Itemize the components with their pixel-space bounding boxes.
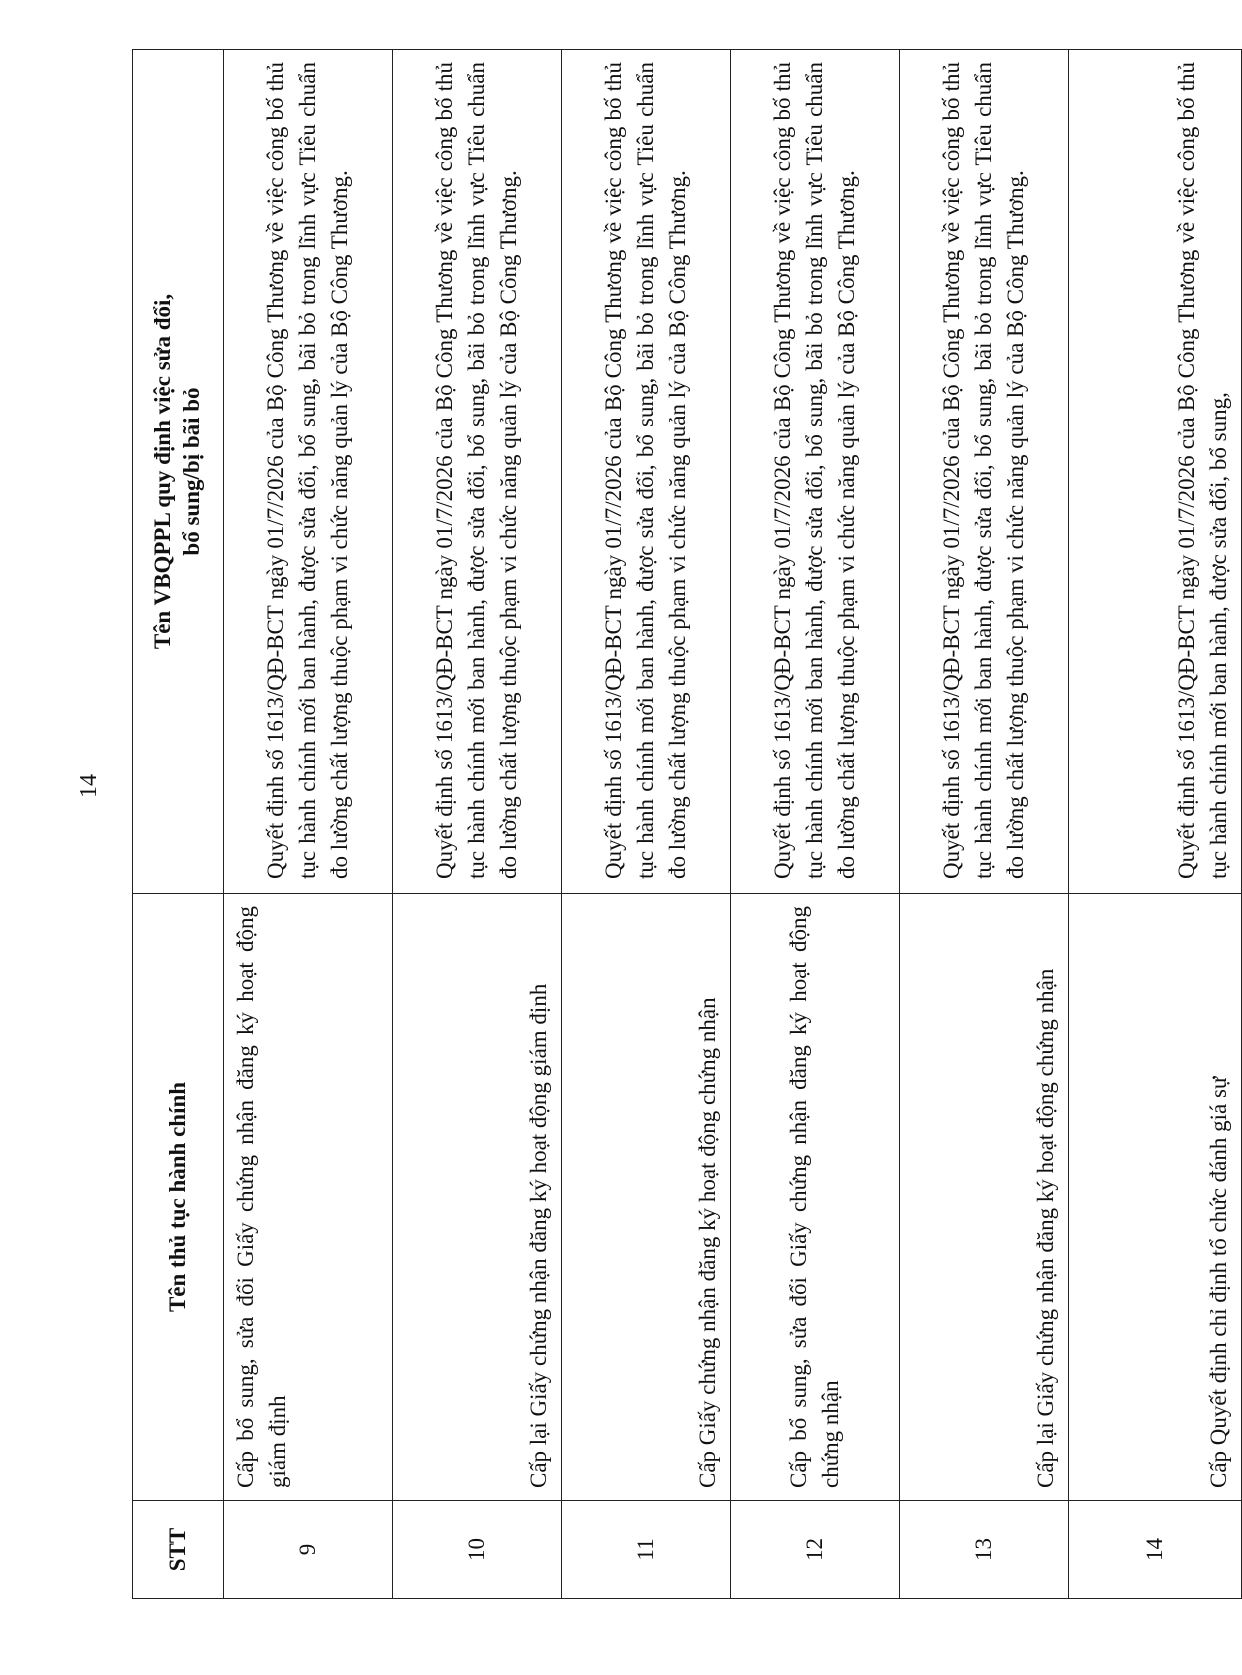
row-stt: 10 [393,1501,562,1599]
row-stt: 11 [562,1501,731,1599]
table-row [224,50,393,1599]
row-stt: 14 [1069,1501,1242,1599]
page-number: 14 [76,774,102,798]
row-procedure: Cấp lại Giấy chứng nhận đăng ký hoạt động giám định [393,894,562,1501]
table-header-row [133,50,224,1599]
rotated-table-container [132,50,1231,1599]
row-procedure: Cấp lại Giấy chứng nhận đăng ký hoạt động chứng nhận [900,894,1069,1501]
procedures-table [132,49,1242,1599]
row-document: Quyết định số 1613/QĐ-BCT ngày 01/7/2026 của Bộ Công Thương về việc công bố thủ tục hành chính mới ban hành, được sửa đổi, bổ sung, bãi bỏ trong lĩnh vực Tiêu chuẩn đo lường chất lượng thuộc phạm vi chức năng quản lý của Bộ Công Thương. [393,50,562,894]
row-procedure: Cấp bổ sung, sửa đổi Giấy chứng nhận đăng ký hoạt động chứng nhận [731,894,900,1501]
table-row [731,50,900,1599]
header-stt: STT [133,1501,224,1599]
header-document-line1: Tên VBQPPL quy định việc sửa đổi, [150,293,176,650]
row-procedure: Cấp Giấy chứng nhận đăng ký hoạt động chứng nhận [562,894,731,1501]
row-document: Quyết định số 1613/QĐ-BCT ngày 01/7/2026 của Bộ Công Thương về việc công bố thủ tục hành chính mới ban hành, được sửa đổi, bổ sung, bãi bỏ trong lĩnh vực Tiêu chuẩn đo lường chất lượng thuộc phạm vi chức năng quản lý của Bộ Công Thương. [562,50,731,894]
row-procedure: Cấp Quyết định chỉ định tổ chức đánh giá sự [1069,894,1242,1501]
table-row [393,50,562,1599]
row-document: Quyết định số 1613/QĐ-BCT ngày 01/7/2026 của Bộ Công Thương về việc công bố thủ tục hành chính mới ban hành, được sửa đổi, bổ sung, bãi bỏ trong lĩnh vực Tiêu chuẩn đo lường chất lượng thuộc phạm vi chức năng quản lý của Bộ Công Thương. [900,50,1069,894]
header-document-line2: bổ sung/bị bãi bỏ [179,387,204,556]
table-row [900,50,1069,1599]
header-procedure: Tên thủ tục hành chính [133,894,224,1501]
row-document: Quyết định số 1613/QĐ-BCT ngày 01/7/2026 của Bộ Công Thương về việc công bố thủ tục hành chính mới ban hành, được sửa đổi, bổ sung, bãi bỏ trong lĩnh vực Tiêu chuẩn đo lường chất lượng thuộc phạm vi chức năng quản lý của Bộ Công Thương. [731,50,900,894]
header-document [133,50,224,894]
row-stt: 9 [224,1501,393,1599]
row-procedure: Cấp bổ sung, sửa đổi Giấy chứng nhận đăng ký hoạt động giám định [224,894,393,1501]
row-document: Quyết định số 1613/QĐ-BCT ngày 01/7/2026 của Bộ Công Thương về việc công bố thủ tục hành chính mới ban hành, được sửa đổi, bổ sung, [1069,50,1242,894]
row-document: Quyết định số 1613/QĐ-BCT ngày 01/7/2026 của Bộ Công Thương về việc công bố thủ tục hành chính mới ban hành, được sửa đổi, bổ sung, bãi bỏ trong lĩnh vực Tiêu chuẩn đo lường chất lượng thuộc phạm vi chức năng quản lý của Bộ Công Thương. [224,50,393,894]
table-row [1069,50,1242,1599]
row-stt: 13 [900,1501,1069,1599]
row-stt: 12 [731,1501,900,1599]
table-row [562,50,731,1599]
